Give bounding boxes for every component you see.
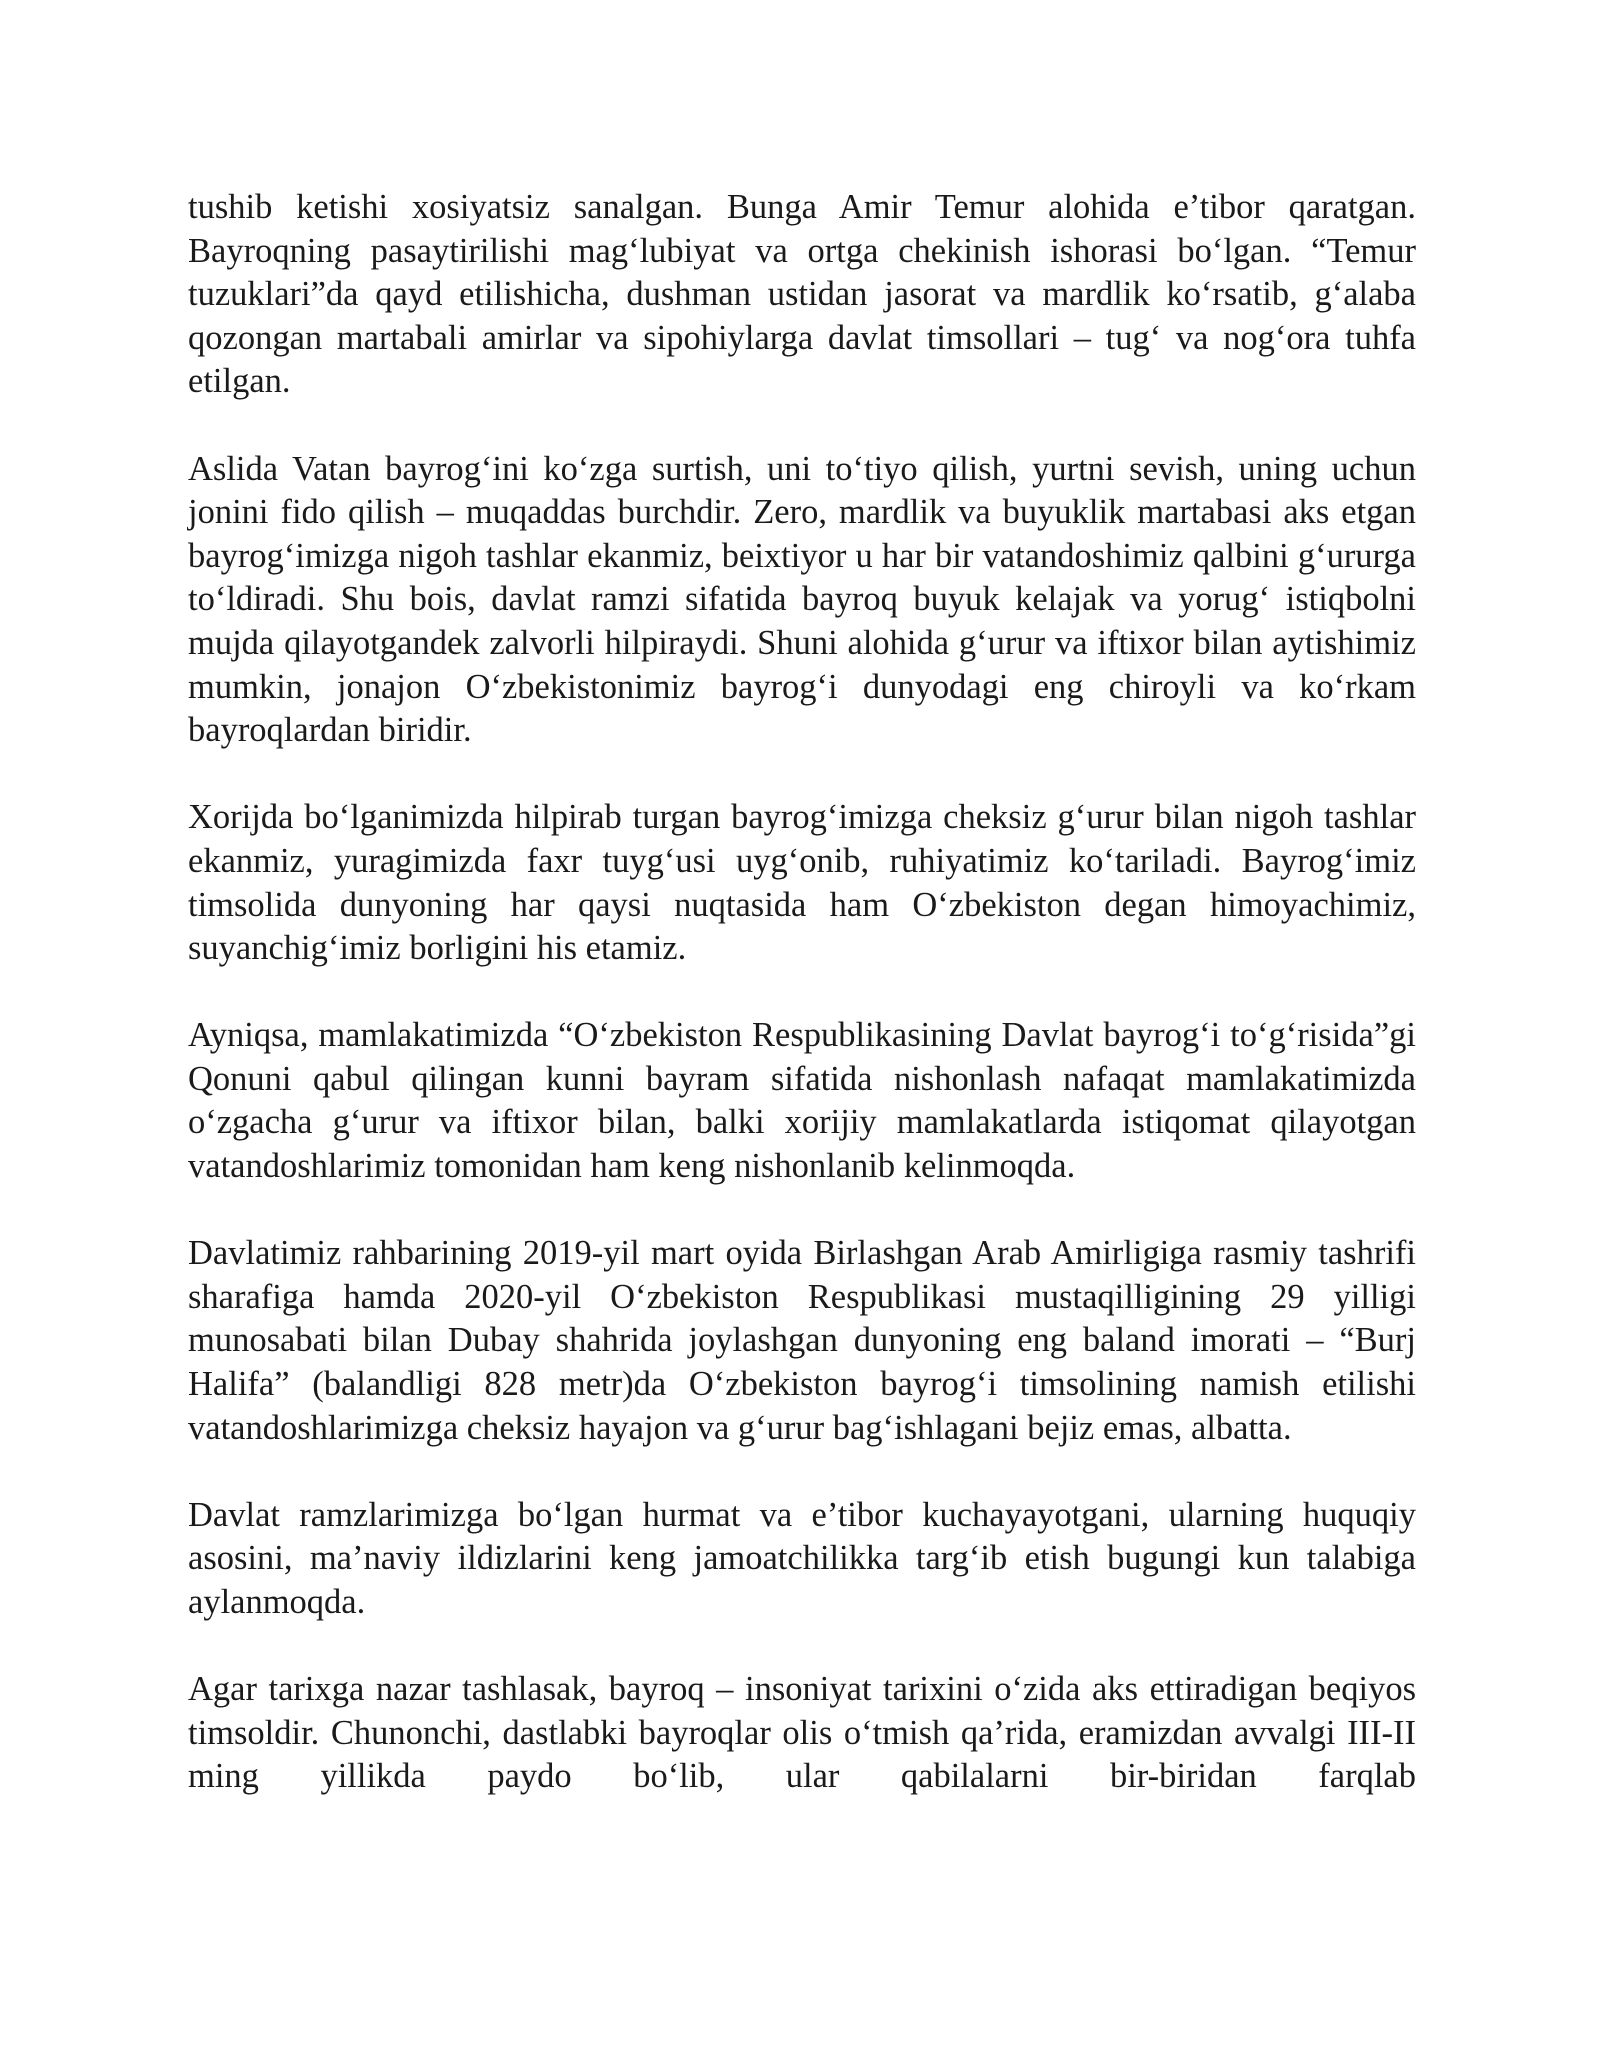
paragraph: Davlatimiz rahbarining 2019-yil mart oyida Birlashgan Arab Amirligiga rasmiy tashrifi sharafiga hamda 2020-yil O‘zbekiston Respublikasi mustaqilligining 29 yilligi munosabati bilan Dubay shahrida joylashgan dunyoning eng baland imorati – “Burj Halifa” (balandligi 828 metr)da O‘zbekiston bayrog‘i timsolining namish etilishi vatandoshlarimizga cheksiz hayajon va g‘urur bag‘ishlagani bejiz emas, albatta. [188, 1234, 1416, 1447]
paragraph-last: Agar tarixga nazar tashlasak, bayroq – insoniyat tarixini o‘zida aks ettiradigan beqiyos timsoldir. Chunonchi, dastlabki bayroqlar olis o‘tmish qa’rida, eramizdan avvalgi III-II ming yillikda paydo bo‘lib, ular qabilalarni bir-biridan farqlab [188, 1670, 1416, 1796]
paragraph: Aslida Vatan bayrog‘ini ko‘zga surtish, uni to‘tiyo qilish, yurtni sevish, uning uchun jonini fido qilish – muqaddas burchdir. Zero, mardlik va buyuklik martabasi aks etgan bayrog‘imizga nigoh tashlar ekanmiz, beixtiyor u har bir vatandoshimiz qalbini g‘ururga to‘ldiradi. Shu bois, davlat ramzi sifatida bayroq buyuk kelajak va yorug‘ istiqbolni mujda qilayotgandek zalvorli hilpiraydi. Shuni alohida g‘urur va iftixor bilan aytishimiz mumkin, jonajon O‘zbekistonimiz bayrog‘i dunyodagi eng chiroyli va ko‘rkam bayroqlardan biridir. [188, 449, 1416, 750]
document-page [188, 186, 1416, 1799]
paragraph: Davlat ramzlarimizga bo‘lgan hurmat va e’tibor kuchayayotgani, ularning huquqiy asosini, ma’naviy ildizlarini keng jamoatchilikka targ‘ib etish bugungi kun talabiga aylanmoqda. [188, 1495, 1416, 1621]
paragraph: Xorijda bo‘lganimizda hilpirab turgan bayrog‘imizga cheksiz g‘urur bilan nigoh tashlar ekanmiz, yuragimizda faxr tuyg‘usi uyg‘onib, ruhiyatimiz ko‘tariladi. Bayrog‘imiz timsolida dunyoning har qaysi nuqtasida ham O‘zbekiston degan himoyachimiz, suyanchig‘imiz borligini his etamiz. [188, 798, 1416, 968]
paragraph: tushib ketishi xosiyatsiz sanalgan. Bunga Amir Temur alohida e’tibor qaratgan. Bayroqning pasaytirilishi mag‘lubiyat va ortga chekinish ishorasi bo‘lgan. “Temur tuzuklari”da qayd etilishicha, dushman ustidan jasorat va mardlik ko‘rsatib, g‘alaba qozongan martabali amirlar va sipohiylarga davlat timsollari – tug‘ va nog‘ora tuhfa etilgan. [188, 188, 1416, 401]
paragraph: Ayniqsa, mamlakatimizda “O‘zbekiston Respublikasining Davlat bayrog‘i to‘g‘risida”gi Qonuni qabul qilingan kunni bayram sifatida nishonlash nafaqat mamlakatimizda o‘zgacha g‘urur va iftixor bilan, balki xorijiy mamlakatlarda istiqomat qilayotgan vatandoshlarimiz tomonidan ham keng nishonlanib kelinmoqda. [188, 1016, 1416, 1186]
